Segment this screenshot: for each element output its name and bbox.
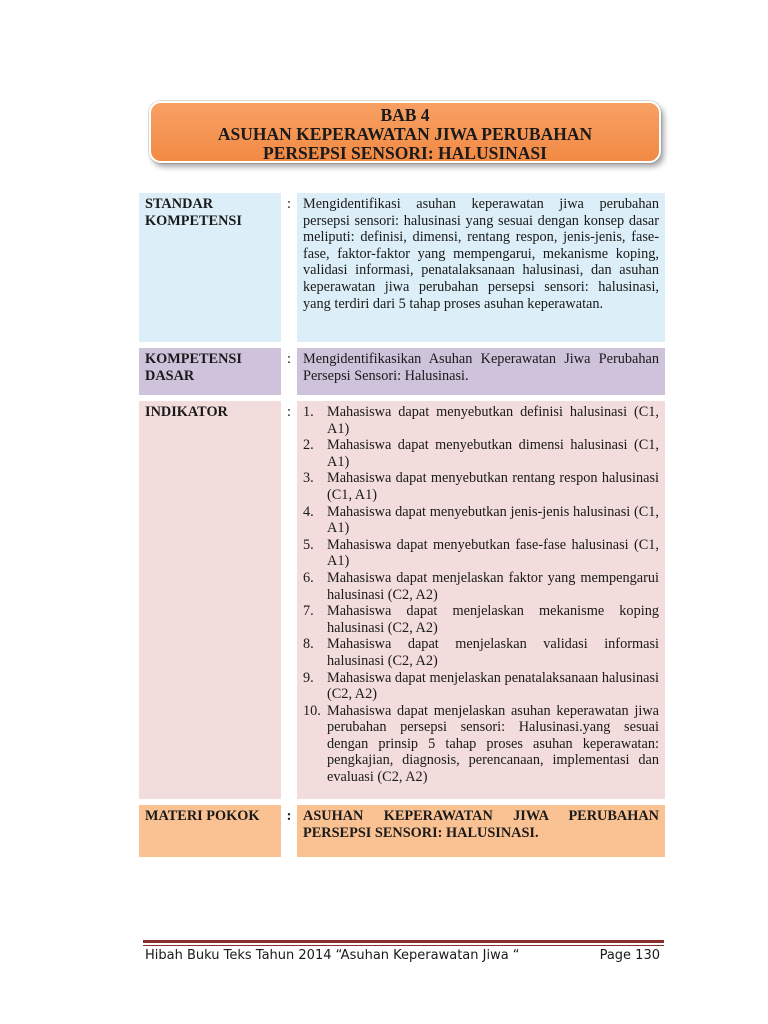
label-line: STANDAR (145, 196, 214, 212)
indikator-number: 10. (303, 702, 321, 719)
kompetensi-dasar-text: Mengidentifikasikan Asuhan Keperawatan Jiwa Perubahan Persepsi Sensori: Halusinasi. (297, 348, 665, 395)
label-line: KOMPETENSI (145, 212, 242, 229)
indikator-item (303, 636, 659, 669)
label-materi-pokok: MATERI POKOK (139, 805, 281, 857)
indikator-number: 1. (303, 404, 314, 420)
indikator-text: Mahasiswa dapat menjelaskan mekanisme koping halusinasi (C2, A2) (327, 603, 659, 636)
indikator-list (303, 404, 659, 786)
indikator-number: 6. (303, 569, 314, 586)
colon: : (287, 404, 291, 420)
indikator-text: Mahasiswa dapat menyebutkan rentang respon halusinasi (C1, A1) (327, 470, 659, 503)
indikator-number: 4. (303, 503, 314, 520)
page-footer (145, 948, 660, 963)
page-number: Page 130 (599, 948, 660, 963)
chapter-number: BAB 4 (380, 105, 430, 125)
indikator-item (303, 437, 659, 470)
colon: : (287, 351, 291, 367)
footer-book-title: Hibah Buku Teks Tahun 2014 “Asuhan Keperawatan Jiwa “ (145, 948, 520, 963)
competency-table (139, 193, 665, 857)
indikator-text: Mahasiswa dapat menjelaskan faktor yang mempengarui halusinasi (C2, A2) (327, 569, 659, 603)
footer-divider-thin (143, 945, 664, 946)
label-line: DASAR (145, 367, 195, 384)
indikator-text: Mahasiswa dapat menyebutkan fase-fase halusinasi (C1, A1) (327, 536, 659, 570)
indikator-list-cell (297, 401, 665, 799)
indikator-number: 3. (303, 470, 314, 487)
materi-pokok-text: ASUHAN KEPERAWATAN JIWA PERUBAHAN PERSEPSI SENSORI: HALUSINASI. (297, 805, 665, 857)
indikator-item (303, 703, 659, 786)
indikator-number: 8. (303, 636, 314, 653)
label-line: KOMPETENSI (145, 351, 242, 367)
indikator-number: 5. (303, 536, 314, 553)
indikator-text: Mahasiswa dapat menjelaskan penatalaksanaan halusinasi (C2, A2) (327, 669, 659, 703)
indikator-item (303, 570, 659, 603)
indikator-text: Mahasiswa dapat menjelaskan asuhan keperawatan jiwa perubahan persepsi sensori: Halusinasi.yang sesuai dengan prinsip 5 tahap proses asuhan keperawatan: pengkajian, diagnosis, perencanaan, implementasi dan evaluasi (C2, A2) (327, 702, 659, 786)
indikator-text: Mahasiswa dapat menjelaskan validasi informasi halusinasi (C2, A2) (327, 636, 659, 669)
indikator-item (303, 603, 659, 636)
chapter-banner (149, 101, 661, 163)
label-standar-kompetensi (139, 193, 281, 342)
indikator-number: 2. (303, 437, 314, 454)
chapter-title-line2: PERSEPSI SENSORI: HALUSINASI (263, 143, 547, 163)
indikator-item (303, 670, 659, 703)
indikator-item (303, 470, 659, 503)
colon: : (286, 808, 292, 824)
indikator-number: 9. (303, 669, 314, 686)
indikator-number: 7. (303, 603, 314, 620)
indikator-text: Mahasiswa dapat menyebutkan definisi halusinasi (C1, A1) (327, 404, 659, 437)
row-kompetensi-dasar (139, 348, 665, 395)
row-indikator (139, 401, 665, 799)
indikator-item (303, 537, 659, 570)
row-standar-kompetensi (139, 193, 665, 342)
indikator-text: Mahasiswa dapat menyebutkan dimensi halusinasi (C1, A1) (327, 437, 659, 470)
standar-kompetensi-text: Mengidentifikasi asuhan keperawatan jiwa perubahan persepsi sensori: halusinasi yang sesuai dengan konsep dasar meliputi: definisi, dimensi, rentang respon, jenis-jenis, fase-fase, faktor-faktor yang mempengarui, mekanisme koping, validasi informasi, penatalaksanaan halusinasi, dan asuhan keperawatan jiwa perubahan persepsi sensori: halusinasi, yang terdiri dari 5 tahap proses asuhan keperawatan. (297, 193, 665, 342)
indikator-text: Mahasiswa dapat menyebutkan jenis-jenis halusinasi (C1, A1) (327, 503, 659, 537)
indikator-item (303, 504, 659, 537)
row-materi-pokok (139, 805, 665, 857)
chapter-title-line1: ASUHAN KEPERAWATAN JIWA PERUBAHAN (217, 124, 593, 144)
footer-divider (143, 940, 664, 943)
indikator-item (303, 404, 659, 437)
colon: : (287, 196, 291, 212)
label-kompetensi-dasar (139, 348, 281, 395)
label-indikator: INDIKATOR (139, 401, 281, 799)
